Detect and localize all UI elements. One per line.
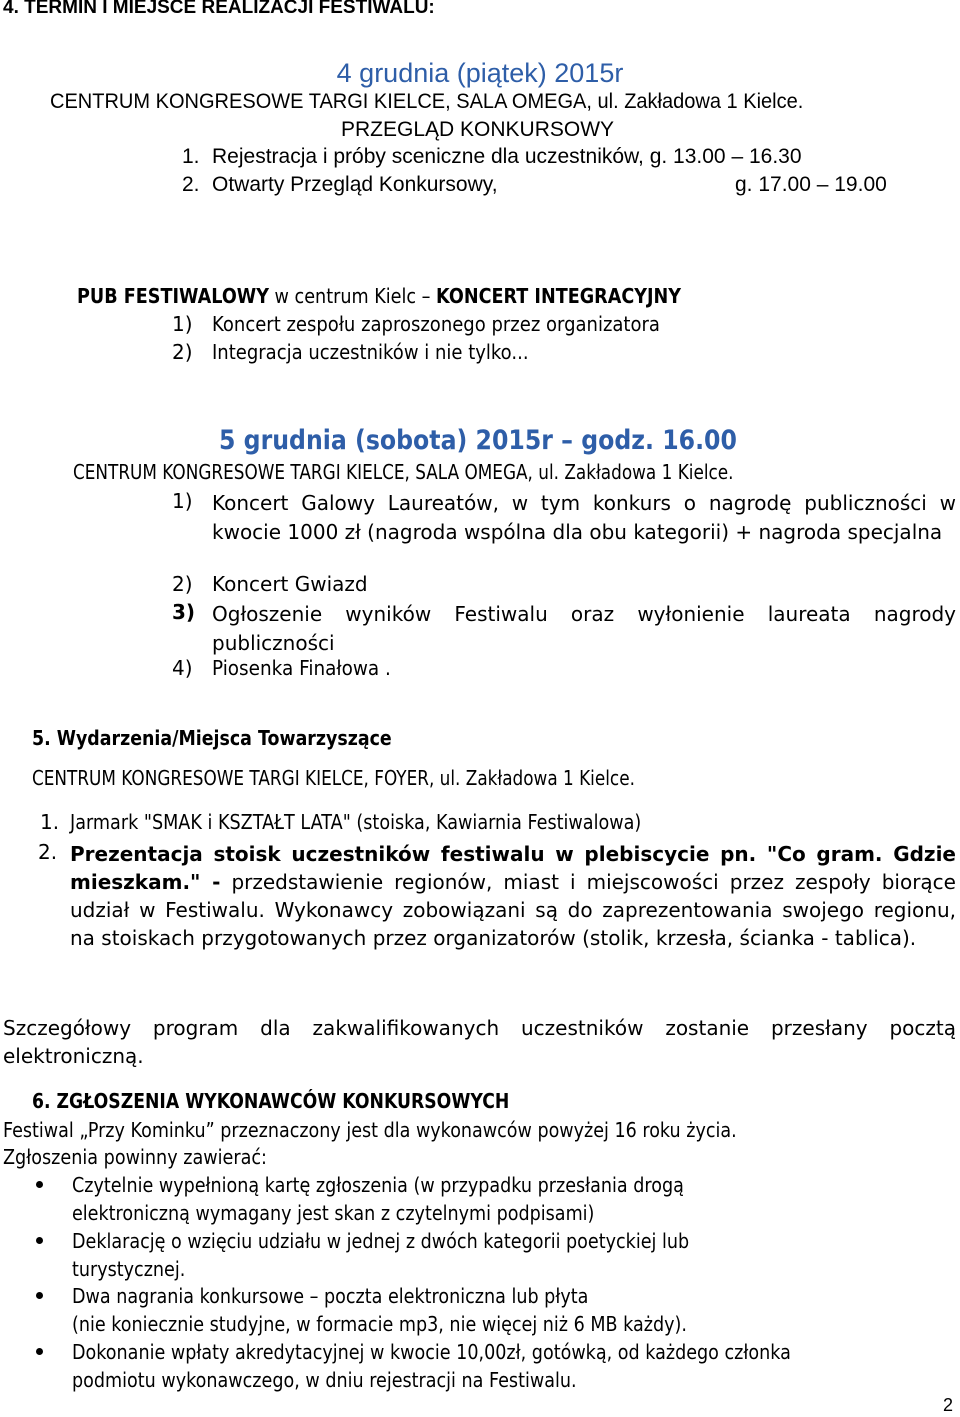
day2-item-2-text: Koncert Gwiazd — [212, 572, 368, 596]
section-5-item-2-bold: Prezentacja stoisk uczestników festiwalu w plebiscycie pn. "Co gram. Gdzie mieszkam." - — [70, 842, 956, 894]
section-5-item-1-text: Jarmark "SMAK i KSZTAŁT LATA" (stoiska, Kawiarnia Festiwalowa) — [70, 810, 642, 834]
section-6-intro-1: Festiwal „Przy Kominku” przeznaczony jest dla wykonawców powyżej 16 roku życia. — [3, 1118, 737, 1142]
day1-item-1-text: Rejestracja i próby sceniczne dla uczestników, g. 13.00 – 16.30 — [212, 145, 802, 168]
page-number: 2 — [943, 1395, 954, 1415]
bullet-2-line-2: turystycznej. — [72, 1257, 186, 1281]
pub-title-mid: w centrum Kielc – — [268, 284, 437, 308]
day1-item-2-num: 2. — [182, 173, 200, 196]
day2-item-4-num: 4) — [172, 656, 193, 680]
pub-title-bold-2: KONCERT INTEGRACYJNY — [436, 284, 682, 308]
day2-date: 5 grudnia (sobota) 2015r – godz. 16.00 — [219, 425, 737, 456]
section-5-venue: CENTRUM KONGRESOWE TARGI KIELCE, FOYER, ul. Zakładowa 1 Kielce. — [32, 766, 635, 790]
pub-title — [77, 284, 681, 308]
bullet-3-line-2: (nie koniecznie studyjne, w formacie mp3, nie więcej niż 6 MB każdy). — [72, 1312, 687, 1336]
section-6-heading: 6. ZGŁOSZENIA WYKONAWCÓW KONKURSOWYCH — [32, 1089, 510, 1113]
bullet-4-line-2: podmiotu wykonawczego, w dniu rejestracji na Festiwalu. — [72, 1368, 577, 1392]
day1-item-2-text: Otwarty Przegląd Konkursowy, — [212, 173, 498, 196]
day1-subtitle: PRZEGLĄD KONKURSOWY — [341, 118, 615, 141]
bullet-1-line-1: Czytelnie wypełnioną kartę zgłoszenia (w przypadku przesłania drogą — [72, 1173, 684, 1197]
pub-item-2-text: Integracja uczestników i nie tylko... — [212, 340, 529, 364]
section-5-heading — [32, 726, 392, 750]
day1-item-1-num: 1. — [182, 145, 200, 168]
day1-item-2-time: g. 17.00 – 19.00 — [735, 173, 887, 196]
section-5-note: Szczegółowy program dla zakwalifikowanych uczestników zostanie przesłany pocztą elektroniczną. — [3, 1016, 956, 1068]
pub-title-bold-1: PUB FESTIWALOWY — [77, 284, 269, 308]
bullet-3-dot — [36, 1292, 43, 1299]
day2-item-3-text: Ogłoszenie wyników Festiwalu oraz wyłonienie laureata nagrody publiczności — [212, 602, 956, 655]
section-4-heading: 4. TERMIN I MIEJSCE REALIZACJI FESTIWALU: — [3, 0, 435, 18]
bullet-2-dot — [36, 1237, 43, 1244]
section-5-item-2-rest: przedstawienie regionów, miast i miejscowości przez zespoły biorące udział w Festiwalu. Wykonawcy zobowiązani są do zaprezentowania swojego regionu, na stoiskach przygotowanych przez organizatorów (stolik, krzesła, ścianka - tablica). — [70, 870, 956, 950]
bullet-2-line-1: Deklarację o wzięciu udziału w jednej z dwóch kategorii poetyckiej lub — [72, 1229, 690, 1253]
day1-date: 4 grudnia (piątek) 2015r — [336, 58, 624, 88]
day2-item-1-text: Koncert Galowy Laureatów, w tym konkurs o nagrodę publiczności w kwocie 1000 zł (nagroda wspólna dla obu kategorii) + nagroda specjalna — [212, 491, 956, 544]
bullet-4-line-1: Dokonanie wpłaty akredytacyjnej w kwocie 10,00zł, gotówką, od każdego członka — [72, 1340, 791, 1364]
section-5-item-2-num: 2. — [38, 840, 58, 864]
pub-item-2-num: 2) — [172, 340, 193, 364]
section-6-intro-2: Zgłoszenia powinny zawierać: — [3, 1145, 267, 1169]
day2-item-2-num: 2) — [172, 572, 193, 596]
bullet-4-dot — [36, 1348, 43, 1355]
pub-item-1-text: Koncert zespołu zaproszonego przez organizatora — [212, 312, 660, 336]
bullet-1-dot — [36, 1181, 43, 1188]
day2-item-4-text: Piosenka Finałowa . — [212, 656, 391, 680]
section-5-item-2-text — [70, 840, 956, 952]
day2-item-1-num: 1) — [172, 489, 193, 513]
day2-item-3-num: 3) — [172, 600, 196, 624]
section-5-item-1-num: 1. — [40, 810, 60, 834]
pub-item-1-num: 1) — [172, 312, 193, 336]
bullet-1-line-2: elektroniczną wymagany jest skan z czytelnymi podpisami) — [72, 1201, 595, 1225]
bullet-3-line-1: Dwa nagrania konkursowe – poczta elektroniczna lub płyta — [72, 1284, 589, 1308]
day2-venue: CENTRUM KONGRESOWE TARGI KIELCE, SALA OMEGA, ul. Zakładowa 1 Kielce. — [73, 460, 734, 484]
section-5-heading-text: 5. Wydarzenia/Miejsca Towarzyszące — [32, 726, 392, 750]
day1-venue: CENTRUM KONGRESOWE TARGI KIELCE, SALA OMEGA, ul. Zakładowa 1 Kielce. — [50, 90, 804, 113]
